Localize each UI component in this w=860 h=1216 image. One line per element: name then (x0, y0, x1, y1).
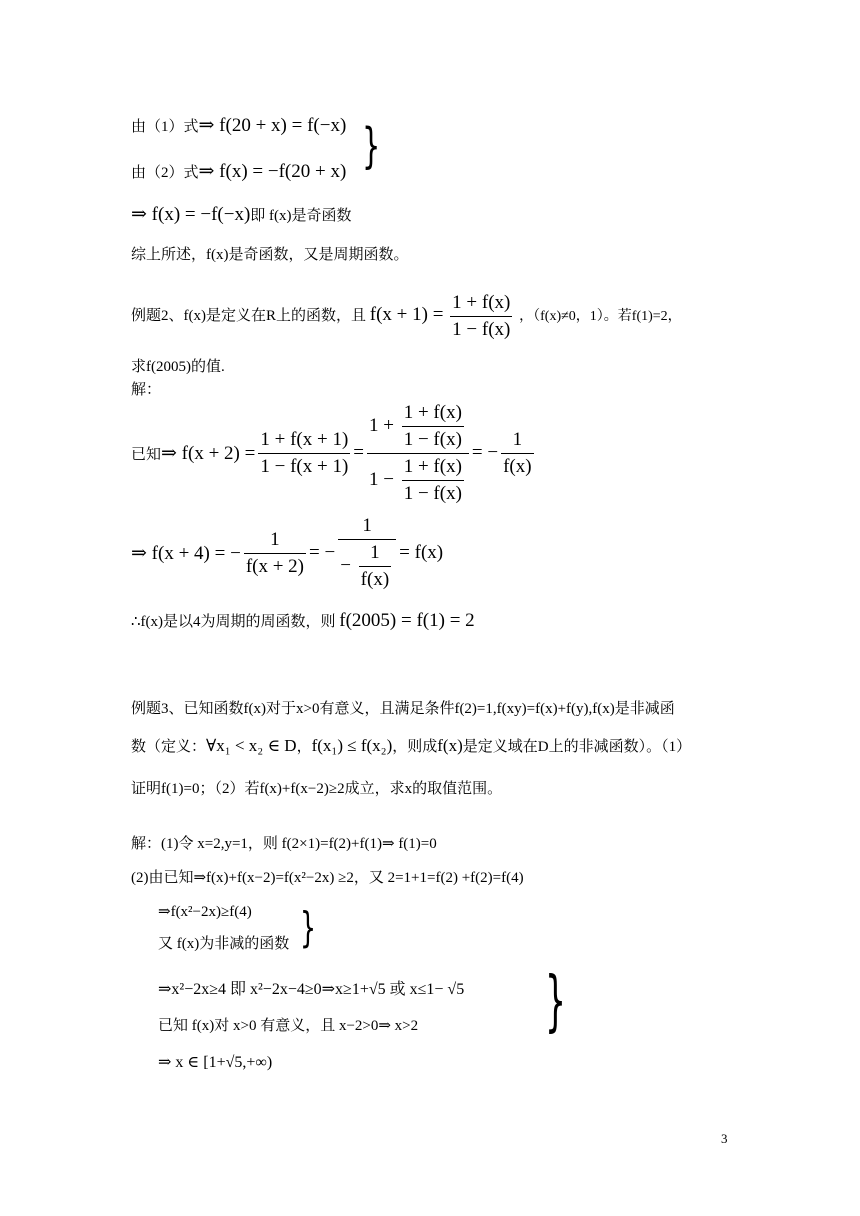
ex2-d1-fraction-1 (258, 429, 350, 478)
ex1-line-1 (131, 114, 346, 137)
ex1-line-2 (131, 160, 346, 183)
ex2-d1-cf-num-prefix: 1 + (369, 414, 394, 436)
ex1-line-2-math: ⇒ f(x) = −f(20 + x) (198, 161, 347, 182)
ex2-solution-label: 解： (131, 382, 162, 398)
ex2-condition: ，（f(x)≠0，1）。若f(1)=2， (519, 308, 682, 324)
ex2-d2-f1-num: 1 (244, 529, 306, 554)
ex2-frac-den: 1 − f(x) (452, 319, 511, 340)
ex2-d1-cf-den-prefix: 1 − (369, 468, 394, 490)
ex2-d2-rhs: = f(x) (399, 542, 444, 563)
ex2-d2-cf-inner-frac (359, 542, 391, 591)
ex3-solution-4: 又 f(x)为非减的函数 (158, 936, 290, 952)
ex3-problem-line-2 (131, 735, 691, 756)
ex3-solution-6: 已知 f(x)对 x>0 有意义，且 x−2>0⇒ x>2 (158, 1018, 419, 1034)
ex2-d1-eq: = (353, 442, 364, 463)
ex3-brace-2: } (545, 962, 566, 1039)
ex3-problem-line-3: 证明f(1)=0；（2）若f(x)+f(x−2)≥2成立，求x的取值范围。 (131, 781, 503, 797)
ex2-intro-line (131, 292, 682, 341)
ex2-d1-f1-num: 1 + f(x + 1) (258, 429, 350, 454)
ex2-d1-cf-den-frac-den: 1 − f(x) (403, 482, 462, 504)
ex3-solution-7: ⇒ x ∈ [1+√5,+∞) (158, 1054, 273, 1071)
ex2-d2-cf-den (338, 540, 396, 591)
ex2-d1-result-fraction (501, 429, 533, 478)
ex3-p2b: ， (296, 739, 312, 755)
ex3-p2d: 是定义域在D上的非减函数）。（1） (462, 739, 692, 755)
ex2-d1-lhs: ⇒ f(x + 2) = (161, 442, 256, 464)
ex1-line-3-text: 即 f(x)是奇函数 (250, 208, 352, 224)
ex3-p2a: 数（定义： (131, 739, 207, 755)
ex2-derivation-1 (131, 403, 537, 503)
ex2-d2-fraction-1 (244, 529, 306, 578)
ex3-brace-1: } (300, 903, 317, 952)
ex1-line-1-math: ⇒ f(20 + x) = f(−x) (198, 115, 347, 136)
ex2-d2-f1-den: f(x + 2) (245, 555, 305, 577)
ex2-conclusion-math: f(2005) = f(1) = 2 (339, 610, 475, 631)
ex2-d1-compound-fraction (367, 402, 469, 505)
ex2-d1-cf-num (367, 402, 469, 454)
ex2-d2-mid: = − (309, 542, 336, 563)
ex3-p2c: ，则成 (392, 739, 438, 755)
ex2-d2-cf-den-prefix: − (340, 554, 351, 576)
ex2-frac-num: 1 + f(x) (450, 292, 512, 317)
ex2-intro: 例题2、f(x)是定义在R上的函数，且 (131, 307, 366, 324)
ex1-summary: 综上所述，f(x)是奇函数，又是周期函数。 (131, 247, 409, 263)
ex2-d1-f1-den: 1 − f(x + 1) (260, 455, 349, 477)
ex2-d1-result-den: f(x) (503, 455, 532, 477)
ex2-d1-cf-num-frac-num: 1 + f(x) (402, 402, 464, 427)
ex3-problem-line-1: 例题3、已知函数f(x)对于x>0有意义，且满足条件f(2)=1,f(xy)=f(x)+f(y),f(x)是非减函 (131, 701, 675, 717)
ex2-d1-rhs-sign: = − (471, 442, 499, 463)
page-number: 3 (721, 1131, 728, 1146)
ex2-d2-lhs: ⇒ f(x + 4) = − (131, 542, 241, 564)
ex2-conclusion-text: ∴f(x)是以4为周期的周函数，则 (131, 614, 336, 630)
ex1-line-1-prefix: 由（1）式 (131, 119, 199, 135)
ex3-p2-math-2: f(x₁) ≤ f(x₂) (311, 736, 393, 755)
ex1-line-3 (131, 203, 352, 226)
ex2-d1-cf-num-frac-den: 1 − f(x) (403, 428, 462, 450)
ex2-d1-result-num: 1 (501, 429, 533, 454)
ex2-d2-cf-num: 1 (338, 515, 396, 540)
ex2-d2-compound-fraction (338, 515, 396, 591)
ex3-solution-3: ⇒f(x²−2x)≥f(4) (158, 904, 252, 920)
ex2-definition-fraction (450, 292, 512, 341)
ex2-conclusion (131, 610, 475, 632)
ex1-line-2-prefix: 由（2）式 (131, 165, 199, 181)
ex2-d1-cf-den-frac-num: 1 + f(x) (402, 456, 464, 481)
ex3-solution-5: ⇒x²−2x≥4 即 x²−2x−4≥0⇒x≥1+√5 或 x≤1− √5 (158, 981, 465, 998)
ex2-d2-cf-inner-num: 1 (359, 542, 391, 567)
ex3-p2-math-1: ∀x₁ < x₂ ∈ D (206, 736, 297, 755)
ex2-derivation-2 (131, 515, 444, 590)
ex2-question: 求f(2005)的值. (131, 359, 225, 375)
ex2-d2-cf-inner-den: f(x) (360, 569, 390, 590)
ex2-d1-cf-num-frac (402, 402, 464, 451)
ex2-d1-prefix: 已知 (131, 446, 162, 463)
ex3-solution-2: (2)由已知⇒f(x)+f(x−2)=f(x²−2x) ≥2，又 2=1+1=f(2) +f(2)=f(4) (131, 870, 524, 886)
ex1-line-3-math: ⇒ f(x) = −f(−x) (131, 204, 251, 225)
ex2-d1-cf-den-frac (402, 456, 464, 505)
ex3-solution-1: 解：(1)令 x=2,y=1，则 f(2×1)=f(2)+f(1)⇒ f(1)=0 (131, 836, 437, 852)
ex2-d1-cf-den (367, 454, 469, 505)
ex3-p2-math-3: f(x) (437, 736, 463, 755)
ex1-brace: } (362, 118, 381, 174)
ex2-lhs: f(x + 1) = (369, 303, 444, 325)
